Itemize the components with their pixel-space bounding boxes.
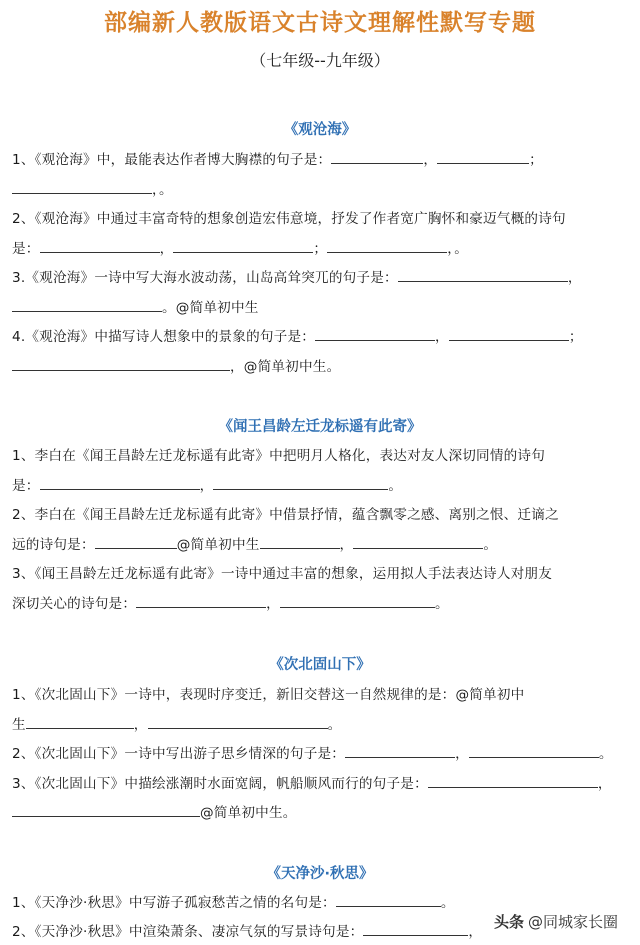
question-text: ， [468,924,483,940]
question-text: ， [423,152,438,168]
question-text: ， [152,182,159,198]
question-text: 。 [282,805,297,821]
question-text: 。 [483,537,498,553]
question-line [12,683,626,703]
section-title: 《闻王昌龄左迁龙标遥有此寄》 [218,419,422,435]
answer-blank[interactable] [398,267,568,282]
question-line [12,592,626,612]
question-text: ， [159,241,174,257]
answer-blank[interactable] [122,356,230,371]
question-line [12,207,626,227]
answer-blank[interactable] [148,714,328,729]
answer-blank[interactable] [12,297,162,312]
question-text: ， [339,537,354,553]
question-text: ，@简单初中生 [230,359,327,375]
answer-blank[interactable] [353,534,483,549]
question-text: ， [266,596,280,612]
question-line [12,503,626,523]
page-title: 部编新人教版语文古诗文理解性默写专题 [104,10,536,36]
question-text: ， [199,478,214,494]
answer-blank[interactable] [12,802,112,817]
watermark [486,904,626,938]
question-text: 。 [454,241,468,257]
answer-blank[interactable] [136,593,266,608]
question-line [12,533,626,553]
answer-blank[interactable] [26,714,134,729]
question-text: 。 [326,359,341,375]
page-subtitle: （七年级--九年级） [250,51,390,70]
question-line [12,742,626,762]
section-title: 《次北固山下》 [269,657,371,673]
answer-blank[interactable] [95,534,177,549]
question-text: 。 [434,596,449,612]
answer-blank[interactable] [40,238,160,253]
question-text: 2、《天净沙·秋思》中渲染萧条、凄凉气氛的写景诗句是： [12,924,364,940]
question-text: 。 [159,182,173,198]
question-text: 。@简单初中生 [162,300,259,316]
question-text: ， [567,270,582,286]
section-title: 《观沧海》 [283,122,357,138]
answer-blank[interactable] [336,892,441,907]
answer-blank[interactable] [12,356,122,371]
answer-blank[interactable] [449,326,569,341]
question-text: 3.《观沧海》一诗中写大海水波动荡，山岛高耸突兀的句子是： [12,270,398,286]
question-line [12,474,626,494]
answer-blank[interactable] [363,921,468,936]
watermark-account: @同城家长圈 [527,912,618,931]
question-text: 。 [440,895,455,911]
answer-blank[interactable] [213,475,388,490]
answer-blank[interactable] [280,593,435,608]
question-text: 。 [327,717,342,733]
answer-blank[interactable] [345,743,455,758]
answer-blank[interactable] [437,149,529,164]
answer-blank[interactable] [173,238,313,253]
question-text: ， [455,746,469,762]
section-title: 《天净沙·秋思》 [266,866,374,882]
question-text: 1、《天净沙·秋思》中写游子孤寂愁苦之情的名句是： [12,895,336,911]
question-line [12,713,626,733]
question-text: 是： [12,241,40,257]
question-text: ， [435,329,449,345]
question-text: ； [313,241,328,257]
question-text: ， [133,717,148,733]
question-text: 。 [598,746,613,762]
question-text: 4.《观沧海》中描写诗人想象中的景象的句子是： [12,329,316,345]
question-text: 深切关心的诗句是： [12,596,137,612]
question-text: 生 [12,717,26,733]
question-text: 1、李白在《闻王昌龄左迁龙标遥有此寄》中把明月人格化，表达对友人深切同情的诗句 [12,448,546,464]
question-line [12,772,626,792]
question-text: ， [597,776,612,792]
question-line [12,355,626,375]
question-text: 远的诗句是： [12,537,95,553]
answer-blank[interactable] [315,326,435,341]
answer-blank[interactable] [327,238,447,253]
answer-blank[interactable] [469,743,599,758]
answer-blank[interactable] [112,802,200,817]
question-line [12,325,626,345]
question-line [12,444,626,464]
question-text: 。 [388,478,403,494]
question-line [12,801,626,821]
question-text: 3、《闻王昌龄左迁龙标遥有此寄》一诗中通过丰富的想象，运用拟人手法表达诗人对朋友 [12,566,553,582]
answer-blank[interactable] [40,475,200,490]
question-text: 1、《次北固山下》一诗中，表现时序变迁，新旧交替这一自然规律的是：@简单初中 [12,687,525,703]
answer-blank[interactable] [82,179,152,194]
question-line [12,178,626,198]
answer-blank[interactable] [260,534,340,549]
question-line [12,562,626,582]
question-text: 2、《次北固山下》一诗中写出游子思乡情深的句子是： [12,746,346,762]
answer-blank[interactable] [428,773,598,788]
question-text: 2、李白在《闻王昌龄左迁龙标遥有此寄》中借景抒情，蕴含飘零之感、离别之恨、迁谪之 [12,507,559,523]
question-text: 2、《观沧海》中通过丰富奇特的想象创造宏伟意境，抒发了作者宽广胸怀和豪迈气概的诗句 [12,211,566,227]
question-text: @简单初中生 [200,805,283,821]
question-text: ； [529,152,543,168]
question-line [12,148,626,168]
question-line [12,266,626,286]
answer-blank[interactable] [12,179,82,194]
question-line [12,296,626,316]
question-text: 3、《次北固山下》中描绘涨潮时水面宽阔，帆船顺风而行的句子是： [12,776,428,792]
question-text: 1、《观沧海》中，最能表达作者博大胸襟的句子是： [12,152,332,168]
watermark-brand: 头条 [493,912,524,931]
answer-blank[interactable] [331,149,423,164]
question-text: ； [568,329,583,345]
question-text: ， [447,241,455,257]
question-text: 是： [12,478,40,494]
question-line [12,237,626,257]
question-text: @简单初中生 [176,537,260,553]
